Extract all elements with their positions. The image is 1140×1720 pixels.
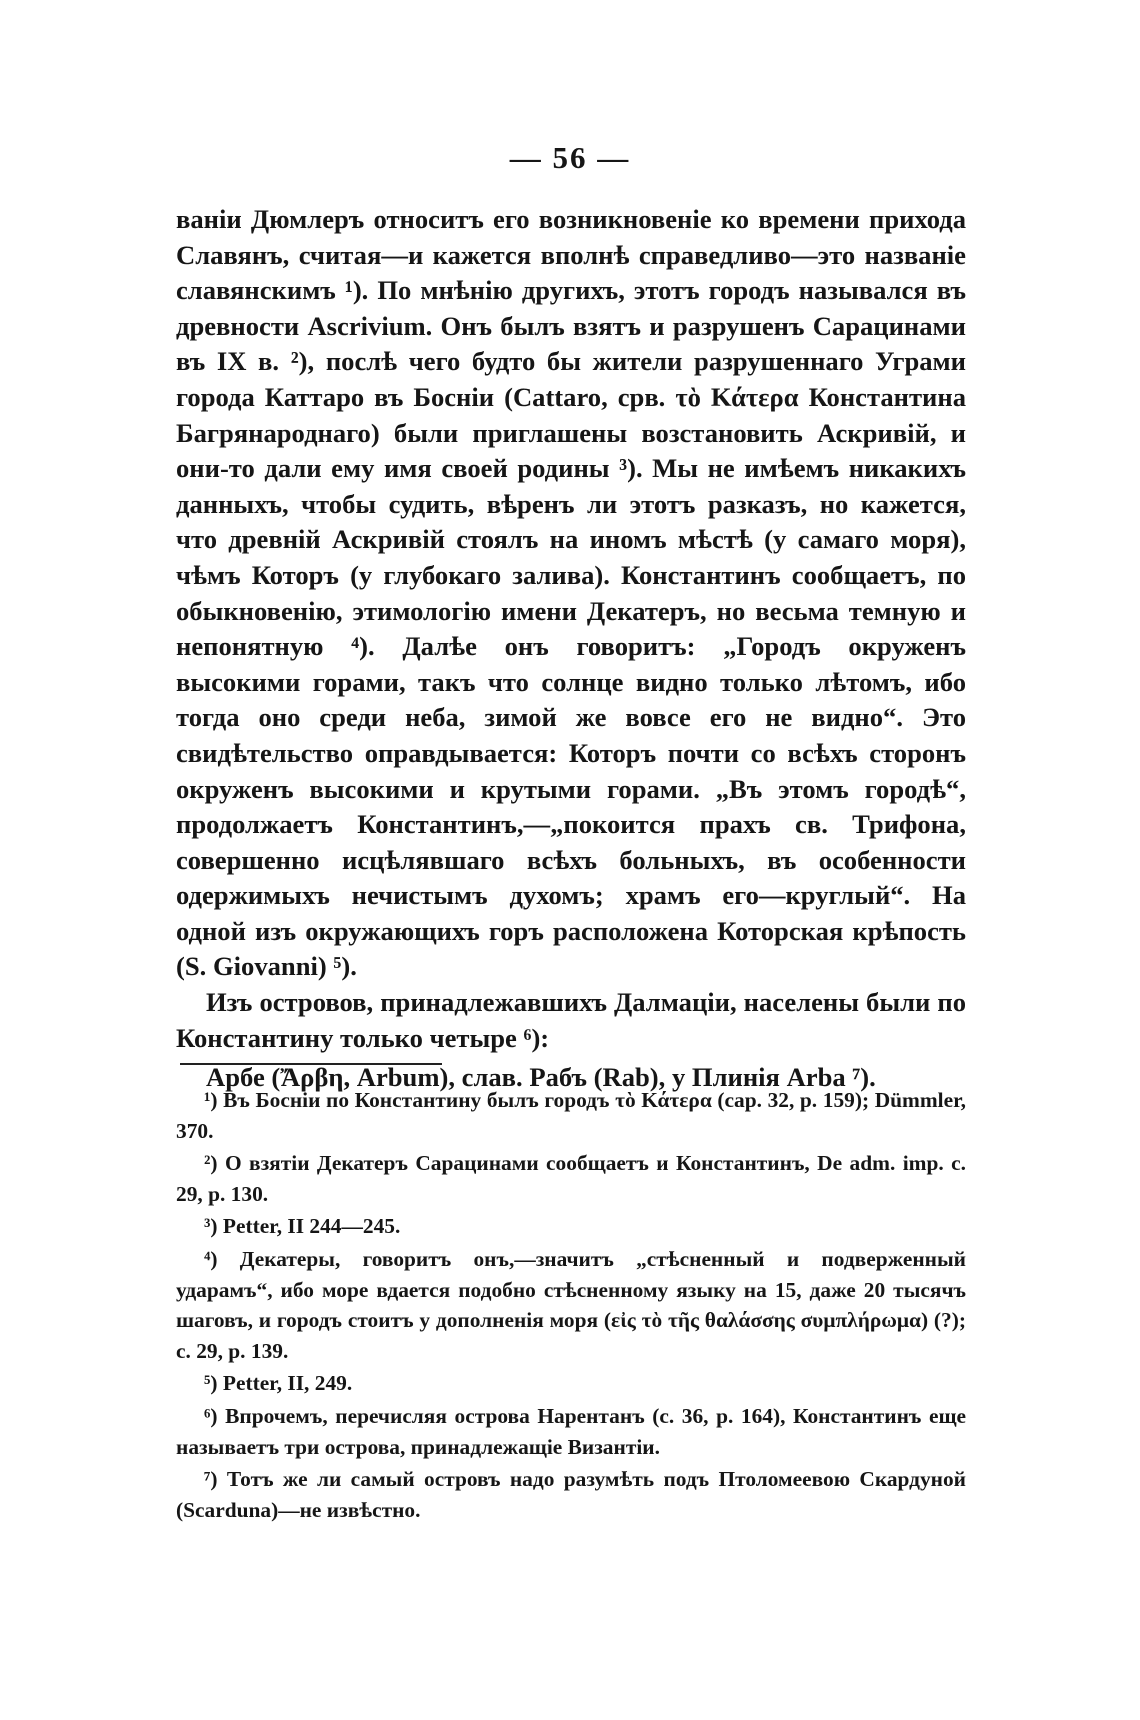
main-text [176,202,966,1096]
footnote-4: ⁴) Декатеры, говоритъ онъ,—значитъ „стѣсненный и подверженный ударамъ“, ибо море вдается подобно стѣсненному языку на 15, даже 20 тысячъ шаговъ, и городъ стоитъ у дополненія моря (εἰς τὸ τῆς θαλάσσης συμπλήρωμα) (?); c. 29, p. 139. [176,1246,966,1363]
footnote-7: ⁷) Тотъ же ли самый островъ надо разумѣть подъ Птоломеевою Скардуной (Scarduna)—не извѣстно. [176,1467,966,1522]
footnote-6: ⁶) Впрочемъ, перечисляя острова Нарентанъ (c. 36, p. 164), Константинъ еще называетъ три острова, принадлежащіе Византіи. [176,1403,966,1459]
footnote-3: ³) Petter, II 244—245. [204,1214,401,1239]
paragraph-arbe-entry: Арбе (Ἄρβη, Arbum), слав. Рабъ (Rab), у Плинія Arba ⁷). [206,1062,876,1093]
footnotes [176,1085,966,1527]
page-number: — 56 — [509,140,631,175]
footnote-2: ²) О взятіи Декатеръ Сарацинами сообщаетъ и Константинъ, De adm. imp. c. 29, p. 130. [176,1151,966,1206]
footnote-1: ¹) Въ Босніи по Константину былъ городъ τὸ Κάτερα (cap. 32, p. 159); Dümmler, 370. [176,1088,966,1143]
footnote-separator [180,1063,442,1065]
paragraph-continuation: ваніи Дюмлеръ относитъ его возникновеніе ко времени прихода Славянъ, считая—и кажется вполнѣ справедливо—это названіе славянскимъ ¹). По мнѣнію другихъ, этотъ городъ назывался въ древности Ascrivium. Онъ былъ взятъ и разрушенъ Сарацинами въ IX в. ²), послѣ чего будто бы жители разрушеннаго Уграми города Каттаро въ Босніи (Cattaro, срв. τὸ Κάτερα Константина Багрянароднаго) были приглашены возстановить Аскривій, и они-то дали ему имя своей родины ³). Мы не имѣемъ никакихъ данныхъ, чтобы судить, вѣренъ ли этотъ разказъ, но кажется, что древній Аскривій стоялъ на иномъ мѣстѣ (у самаго моря), чѣмъ Которъ (у глубокаго залива). Константинъ сообщаетъ, по обыкновенію, этимологію имени Декатеръ, но весьма темную и непонятную ⁴). Далѣе онъ говоритъ: „Городъ окруженъ высокими горами, такъ что солнце видно только лѣтомъ, ибо тогда оно среди неба, зимой же вовсе его не видно“. Это свидѣтельство оправдывается: Которъ почти со всѣхъ сторонъ окруженъ высокими и крутыми горами. „Въ этомъ городѣ“, продолжаетъ Константинъ,—„покоится прахъ св. Трифона, совершенно исцѣлявшаго всѣхъ больныхъ, въ особенности одержимыхъ нечистымъ духомъ; храмъ его—круглый“. На одной изъ окружающихъ горъ расположена Которская крѣпость (S. Giovanni) ⁵). [176,204,966,982]
paragraph-islands: Изъ островов, принадлежавшихъ Далмаціи, населены были по Константину только четыре ⁶): [176,987,966,1053]
footnote-5: ⁵) Petter, II, 249. [204,1371,353,1396]
